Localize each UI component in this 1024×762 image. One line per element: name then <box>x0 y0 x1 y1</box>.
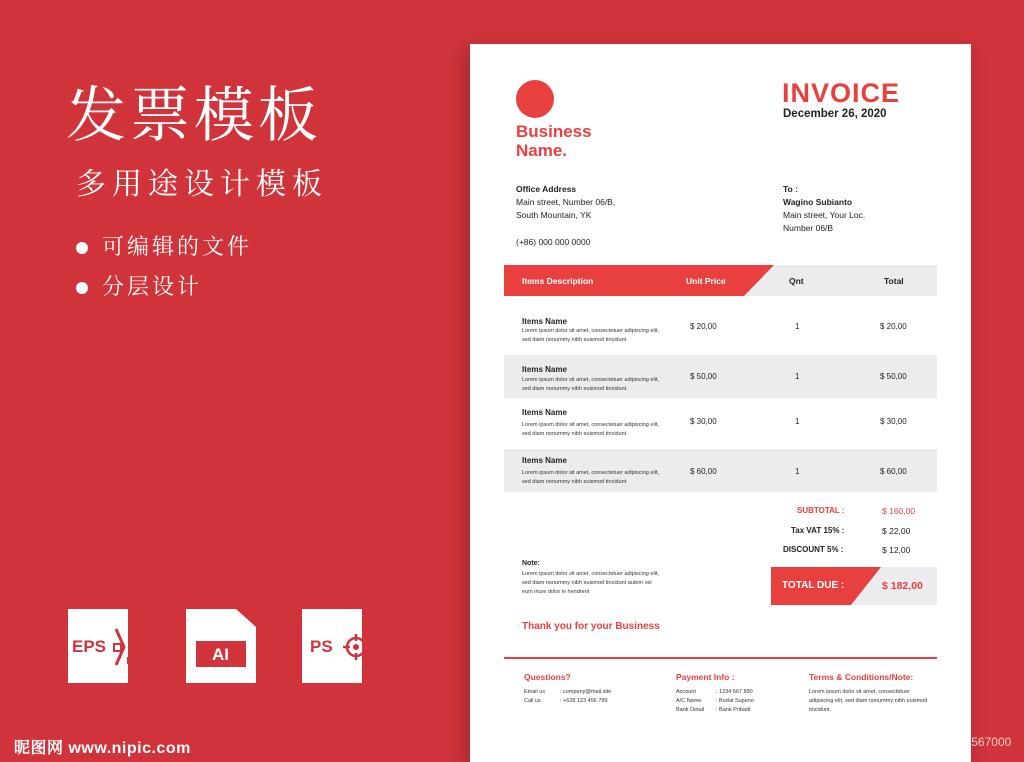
total-due-value: $ 182,00 <box>882 580 923 592</box>
discount-label: DISCOUNT 5% : <box>783 545 844 554</box>
item-qty: 1 <box>795 467 800 476</box>
total-due-label: TOTAL DUE : <box>782 580 845 591</box>
item-name: Items Name <box>522 317 567 326</box>
office-phone: (+86) 000 000 0000 <box>516 237 591 247</box>
note-label: Note: <box>522 560 540 567</box>
item-desc: Lorem ipsum dolor sit amet, consectetuer adipiscing elit, <box>522 470 659 476</box>
ai-file-icon <box>186 609 256 683</box>
bullet-icon <box>76 282 88 294</box>
promo-subtitle: 多用途设计模板 <box>76 167 328 202</box>
email-label: Email us <box>524 689 546 695</box>
promo-title: 发票模板 <box>66 81 322 151</box>
terms-title: Terms & Conditions/Note: <box>809 672 914 682</box>
invoice-date: December 26, 2020 <box>783 108 887 120</box>
item-price: $ 30,00 <box>690 417 717 426</box>
terms-line2: adipiscing elit, sed diam nonummy nibh euismod <box>809 698 928 704</box>
subtotal-value: $ 160,00 <box>882 506 916 516</box>
business-name: Business Name. <box>516 122 592 160</box>
note-line1: Lorem ipsum dolor sit amet, consectetuer adipiscing elit, <box>522 571 659 577</box>
item-desc: sed diam nonummy nibh euismod tincidunt <box>522 386 627 392</box>
bank-label: Bank Detail <box>676 707 705 713</box>
vector-pen-icon <box>112 625 138 669</box>
thank-you-text: Thank you for your Business <box>522 621 660 632</box>
item-desc: sed diam nonummy nibh euismod tincidunt <box>522 479 627 485</box>
th-description: Items Description <box>522 276 594 286</box>
th-qnt: Qnt <box>789 276 804 286</box>
footer-divider <box>504 657 937 659</box>
item-name: Items Name <box>522 408 567 417</box>
item-price: $ 60,00 <box>690 467 717 476</box>
subtotal-label: SUBTOTAL : <box>797 506 845 515</box>
item-total: $ 20,00 <box>880 322 907 331</box>
watermark-id: ID:4511796 NO:20200322190533567000 <box>792 735 1012 749</box>
terms-line3: tincidunt. <box>809 707 832 713</box>
item-total: $ 60,00 <box>880 467 907 476</box>
email-value: : company@mail.site <box>560 689 612 695</box>
th-total: Total <box>884 276 904 286</box>
office-line2: South Mountain, YK <box>516 210 592 220</box>
watermark-site: 昵图网 www.nipic.com <box>14 740 191 757</box>
to-line1: Main street, Your Loc. <box>783 210 866 220</box>
payment-title: Payment Info : <box>676 672 735 682</box>
item-desc: Lorem ipsum dolor sit amet, consectetuer adipiscing elit, <box>522 422 659 428</box>
feature-item <box>76 277 202 299</box>
bank-value: : Bank Pribadi <box>716 707 751 713</box>
item-desc: Lorem ipsum dolor sit amet, consectetuer adipiscing elit, <box>522 328 659 334</box>
item-desc: Lorem ipsum dolor sit amet, consectetuer adipiscing elit, <box>522 377 659 383</box>
feature-label: 分层设计 <box>102 275 203 300</box>
ai-label: AI <box>212 645 229 664</box>
th-unit-price: Unit Price <box>686 276 726 286</box>
feature-label: 可编辑的文件 <box>102 235 253 260</box>
note-line2: sed diam nonummy nibh euismod tincidunt autem vel <box>522 580 652 586</box>
eps-file-icon <box>68 609 138 683</box>
item-total: $ 30,00 <box>880 417 907 426</box>
bullet-icon <box>76 242 88 254</box>
item-desc: sed diam nonummy nibh euismod tincidunt <box>522 431 627 437</box>
questions-title: Questions? <box>524 672 571 682</box>
invoice-title: INVOICE <box>782 78 901 108</box>
business-logo-icon <box>516 80 554 118</box>
item-total: $ 50,00 <box>880 372 907 381</box>
item-desc: sed diam nonummy nibh euismod tincidunt <box>522 337 627 343</box>
call-label: Call us <box>524 698 541 704</box>
crosshair-icon <box>342 633 370 661</box>
account-value: : 1234 567 890 <box>716 689 753 695</box>
account-label: Account <box>676 689 696 695</box>
to-line2: Number 06/B <box>783 223 834 233</box>
ps-label: PS <box>310 637 333 656</box>
office-line1: Main street, Number 06/B, <box>516 197 616 207</box>
item-price: $ 20,00 <box>690 322 717 331</box>
item-qty: 1 <box>795 372 800 381</box>
eps-label: EPS <box>72 637 107 656</box>
tax-label: Tax VAT 15% : <box>791 526 845 535</box>
item-qty: 1 <box>795 417 800 426</box>
to-label: To : <box>783 184 798 194</box>
feature-item <box>76 237 252 259</box>
item-name: Items Name <box>522 365 567 374</box>
terms-line1: Lorem ipsum dolor sit amet, consectetuer <box>809 689 910 695</box>
ps-file-icon <box>302 609 372 683</box>
office-label: Office Address <box>516 184 577 194</box>
ac-name-value: : Bodat Supeno <box>716 698 754 704</box>
note-line3: eum iriure dolor in hendrerit <box>522 589 590 595</box>
item-price: $ 50,00 <box>690 372 717 381</box>
item-qty: 1 <box>795 322 800 331</box>
ac-name-label: A/C Name <box>676 698 702 704</box>
tax-value: $ 22,00 <box>882 526 911 536</box>
to-name: Wagino Subianto <box>783 197 853 207</box>
discount-value: $ 12,00 <box>882 545 911 555</box>
item-name: Items Name <box>522 456 567 465</box>
call-value: : +628 123 456 789 <box>560 698 608 704</box>
